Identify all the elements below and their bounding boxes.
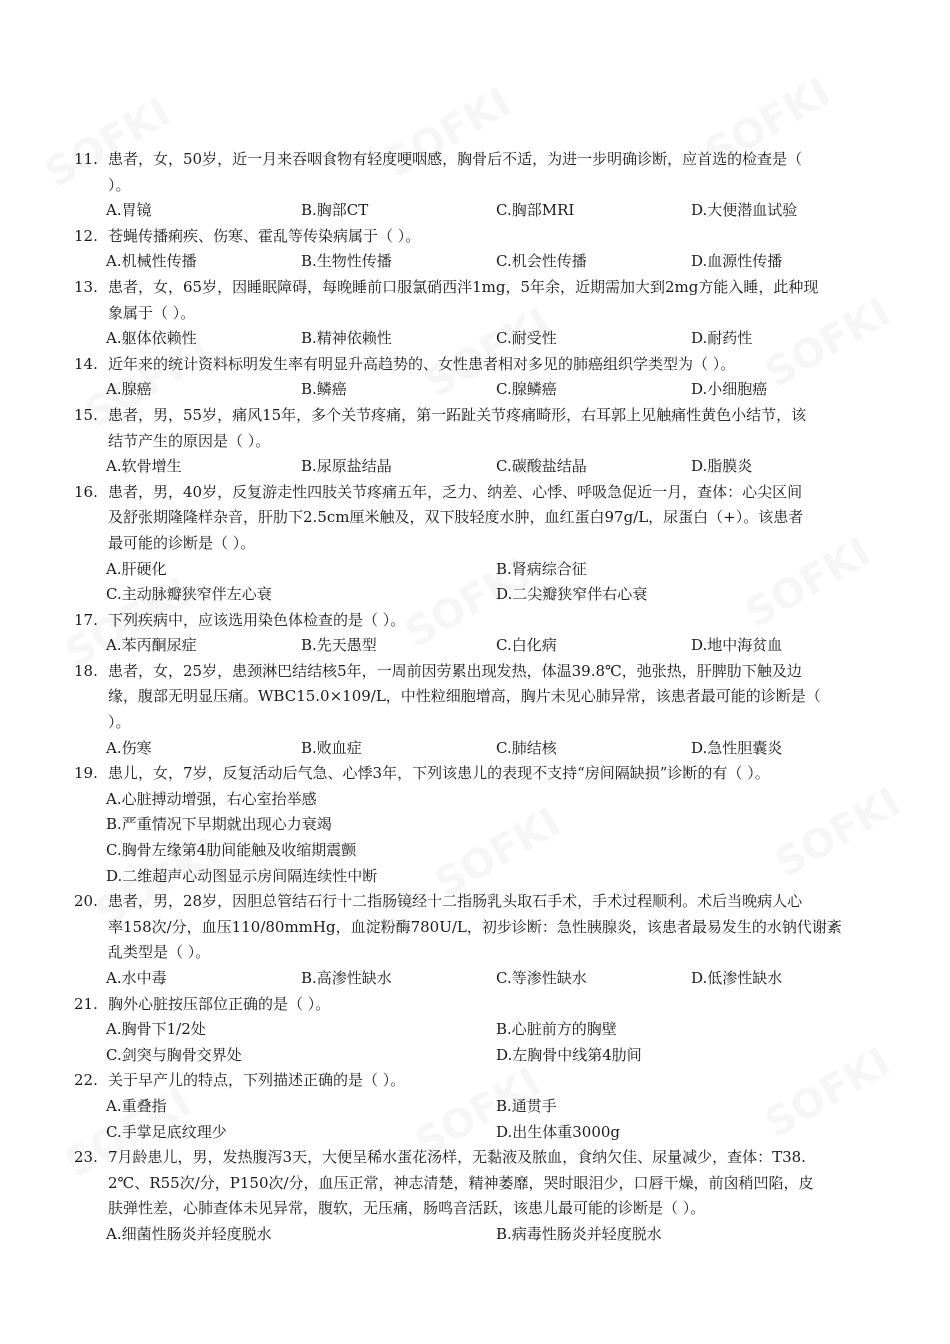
answer-option[interactable]: D.二尖瓣狭窄伴右心衰: [496, 585, 648, 604]
question-stem: 患者，女，65岁，因睡眠障碍，每晚睡前口服氯硝西泮1mg，5年余，近期需加大到2mg方能入睡，此种现: [108, 277, 819, 296]
answer-option[interactable]: D.地中海贫血: [691, 636, 783, 655]
question-item: [0, 224, 950, 275]
answer-option[interactable]: B.肾病综合征: [496, 559, 587, 578]
question-stem: 患者，女，25岁，患颈淋巴结结核5年，一周前因劳累出现发热，体温39.8℃，弛张热，肝脾肋下触及边: [108, 661, 802, 680]
question-number: 22.: [74, 1071, 98, 1090]
question-stem: ）。: [108, 713, 131, 732]
question-line: [0, 608, 950, 634]
question-line: [0, 429, 950, 455]
question-number: 19.: [74, 764, 98, 783]
question-line: [0, 480, 950, 506]
answer-option[interactable]: A.软骨增生: [106, 457, 182, 476]
answer-option[interactable]: B.通贯手: [496, 1096, 557, 1115]
question-stem: ）。: [108, 175, 131, 194]
question-item: [0, 352, 950, 403]
question-number: 23.: [74, 1148, 98, 1167]
question-line: [0, 147, 950, 173]
answer-option[interactable]: A.胸骨下1/2处: [106, 1020, 206, 1039]
question-item: [0, 992, 950, 1069]
question-line: [0, 659, 950, 685]
options-group: [0, 736, 950, 762]
question-item: [0, 275, 950, 352]
answer-option[interactable]: A.肝硬化: [106, 559, 167, 578]
answer-option[interactable]: B.心脏前方的胸壁: [496, 1020, 617, 1039]
options-group: [0, 1094, 950, 1145]
question-stem: 结节产生的原因是（ ）。: [108, 431, 271, 450]
answer-option[interactable]: A.躯体依赖性: [106, 329, 197, 348]
question-item: [0, 1145, 950, 1247]
options-group: [0, 1017, 950, 1068]
answer-option[interactable]: C.肺结核: [496, 738, 557, 757]
answer-option[interactable]: C.腺鳞癌: [496, 380, 557, 399]
question-stem: 下列疾病中，应该选用染色体检查的是（ ）。: [108, 610, 406, 629]
answer-option[interactable]: B.精神依赖性: [301, 329, 392, 348]
question-item: [0, 761, 950, 889]
question-line: [0, 224, 950, 250]
answer-option[interactable]: B.败血症: [301, 738, 362, 757]
answer-option[interactable]: A.伤寒: [106, 738, 152, 757]
answer-option[interactable]: B.生物性传播: [301, 252, 392, 271]
answer-option[interactable]: D.低渗性缺水: [691, 969, 783, 987]
question-line: [0, 940, 950, 966]
question-stem: 及舒张期隆隆样杂音，肝肋下2.5cm厘米触及，双下肢轻度水肿，血红蛋白97g/L，尿蛋白（+）。该患者: [108, 508, 804, 527]
answer-option[interactable]: C.白化病: [496, 636, 557, 655]
question-number: 21.: [74, 994, 98, 1013]
answer-option[interactable]: B.病毒性肠炎并轻度脱水: [496, 1224, 662, 1243]
question-line: [0, 505, 950, 531]
answer-option[interactable]: C.等渗性缺水: [496, 969, 587, 987]
question-line: [0, 1145, 950, 1171]
answer-option[interactable]: D.小细胞癌: [691, 380, 768, 399]
answer-option[interactable]: C.胸骨左缘第4肋间能触及收缩期震颤: [106, 841, 357, 860]
question-stem: 苍蝇传播痢疾、伤寒、霍乱等传染病属于（ ）。: [108, 226, 421, 245]
options-group: [0, 377, 950, 403]
answer-option[interactable]: C.手掌足底纹理少: [106, 1122, 227, 1141]
answer-option[interactable]: B.先天愚型: [301, 636, 377, 655]
options-group: [0, 633, 950, 659]
answer-option[interactable]: B.胸部CT: [301, 201, 369, 220]
options-group: [0, 557, 950, 608]
question-item: [0, 480, 950, 608]
question-number: 11.: [74, 150, 98, 168]
question-line: [0, 915, 950, 941]
question-stem: 肤弹性差，心肺查体未见异常，腹软，无压痛，肠鸣音活跃，该患儿最可能的诊断是（ ）。: [108, 1199, 706, 1218]
options-group: [0, 966, 950, 992]
question-line: [0, 710, 950, 736]
question-item: [0, 889, 950, 991]
question-stem: 关于早产儿的特点，下列描述正确的是（ ）。: [108, 1071, 406, 1090]
answer-option[interactable]: D.左胸骨中线第4肋间: [496, 1045, 642, 1064]
answer-option[interactable]: A.胃镜: [106, 201, 152, 220]
question-line: [0, 1171, 950, 1197]
answer-option[interactable]: B.尿原盐结晶: [301, 457, 392, 476]
question-stem: 2℃、R55次/分，P150次/分，血压正常，神志清楚，精神萎靡，哭时眼泪少，口唇干燥，前囟稍凹陷，皮: [108, 1173, 814, 1192]
question-stem: 患者，男，28岁，因胆总管结石行十二指肠镜经十二指肠乳头取石手术，手术过程顺利。术后当晚病人心: [108, 892, 803, 911]
answer-option[interactable]: D.大便潜血试验: [691, 201, 798, 220]
question-stem: 患者，男，40岁，反复游走性四肢关节疼痛五年，乏力、纳差、心悸、呼吸急促近一月，查体：心尖区间: [108, 482, 803, 501]
options-group: [0, 1222, 950, 1248]
question-item: [0, 608, 950, 659]
answer-option[interactable]: B.高渗性缺水: [301, 969, 392, 987]
question-line: [0, 992, 950, 1018]
answer-option[interactable]: A.细菌性肠炎并轻度脱水: [106, 1224, 272, 1243]
options-group: [0, 326, 950, 352]
question-number: 15.: [74, 405, 98, 424]
answer-option[interactable]: D.耐药性: [691, 329, 753, 348]
question-item: [0, 403, 950, 480]
question-line: [0, 1068, 950, 1094]
answer-option[interactable]: A.水中毒: [106, 969, 167, 987]
answer-option[interactable]: C.机会性传播: [496, 252, 587, 271]
answer-option[interactable]: C.主动脉瓣狭窄伴左心衰: [106, 585, 272, 604]
question-line: [0, 173, 950, 199]
answer-option[interactable]: D.二维超声心动图显示房间隔连续性中断: [106, 866, 378, 885]
answer-option[interactable]: A.苯丙酮尿症: [106, 636, 197, 655]
answer-option[interactable]: B.鳞癌: [301, 380, 347, 399]
question-number: 12.: [74, 226, 98, 245]
question-item: [0, 147, 950, 224]
question-line: [0, 761, 950, 787]
question-item: [0, 659, 950, 761]
options-group: [0, 198, 950, 224]
question-line: [0, 275, 950, 301]
question-line: [0, 301, 950, 327]
question-line: [0, 1196, 950, 1222]
question-stem: 近年来的统计资料标明发生率有明显升高趋势的、女性患者相对多见的肺癌组织学类型为（ ）。: [108, 354, 736, 373]
answer-option[interactable]: A.机械性传播: [106, 252, 197, 271]
question-number: 13.: [74, 277, 98, 296]
question-stem: 患者，男，55岁，痛风15年，多个关节疼痛，第一跖趾关节疼痛畸形，右耳郭上见触痛性黄色小结节，该: [108, 405, 807, 424]
question-number: 17.: [74, 610, 98, 629]
question-number: 14.: [74, 354, 98, 373]
answer-option[interactable]: A.腺癌: [106, 380, 152, 399]
question-stem: 缘，腹部无明显压痛。WBC15.0×109/L，中性粒细胞增高，胸片未见心肺异常，该患者最可能的诊断是（: [108, 687, 821, 706]
question-line: [0, 684, 950, 710]
options-group: [0, 454, 950, 480]
answer-option[interactable]: D.出生体重3000g: [496, 1122, 621, 1141]
question-stem: 乱类型是（ ）。: [108, 943, 211, 962]
question-line: [0, 531, 950, 557]
question-number: 20.: [74, 892, 98, 911]
options-group: [0, 249, 950, 275]
question-stem: 患者，女，50岁，近一月来吞咽食物有轻度哽咽感，胸骨后不适，为进一步明确诊断，应首选的检查是（: [108, 150, 803, 168]
answer-option[interactable]: A.心脏搏动增强，右心室抬举感: [106, 789, 317, 808]
answer-option[interactable]: C.胸部MRI: [496, 201, 575, 220]
question-number: 16.: [74, 482, 98, 501]
question-line: [0, 352, 950, 378]
question-item: [0, 1068, 950, 1145]
question-stem: 率158次/分，血压110/80mmHg，血淀粉酶780U/L，初步诊断：急性胰腺炎，该患者最易发生的水钠代谢紊: [108, 917, 842, 936]
answer-option[interactable]: D.急性胆囊炎: [691, 738, 783, 757]
question-stem: 胸外心脏按压部位正确的是（ ）。: [108, 994, 331, 1013]
question-list: [0, 147, 950, 1248]
answer-option[interactable]: A.重叠指: [106, 1096, 167, 1115]
question-stem: 象属于（ ）。: [108, 303, 196, 322]
answer-option[interactable]: C.耐受性: [496, 329, 557, 348]
question-line: [0, 403, 950, 429]
answer-option[interactable]: D.血源性传播: [691, 252, 783, 271]
answer-option[interactable]: C.剑突与胸骨交界处: [106, 1045, 242, 1064]
question-number: 18.: [74, 661, 98, 680]
question-line: [0, 889, 950, 915]
question-stem: 7月龄患儿，男，发热腹泻3天，大便呈稀水蛋花汤样，无黏液及脓血，食纳欠佳、尿量减少，查体：T38.: [108, 1148, 806, 1167]
answer-option[interactable]: B.严重情况下早期就出现心力衰竭: [106, 815, 332, 834]
answer-option[interactable]: C.碳酸盐结晶: [496, 457, 587, 476]
answer-option[interactable]: D.脂膜炎: [691, 457, 753, 476]
options-group: [0, 787, 950, 889]
question-stem: 患儿，女，7岁，反复活动后气急、心悸3年，下列该患儿的表现不支持“房间隔缺损”诊断的有（ ）。: [108, 764, 770, 783]
question-stem: 最可能的诊断是（ ）。: [108, 533, 256, 552]
